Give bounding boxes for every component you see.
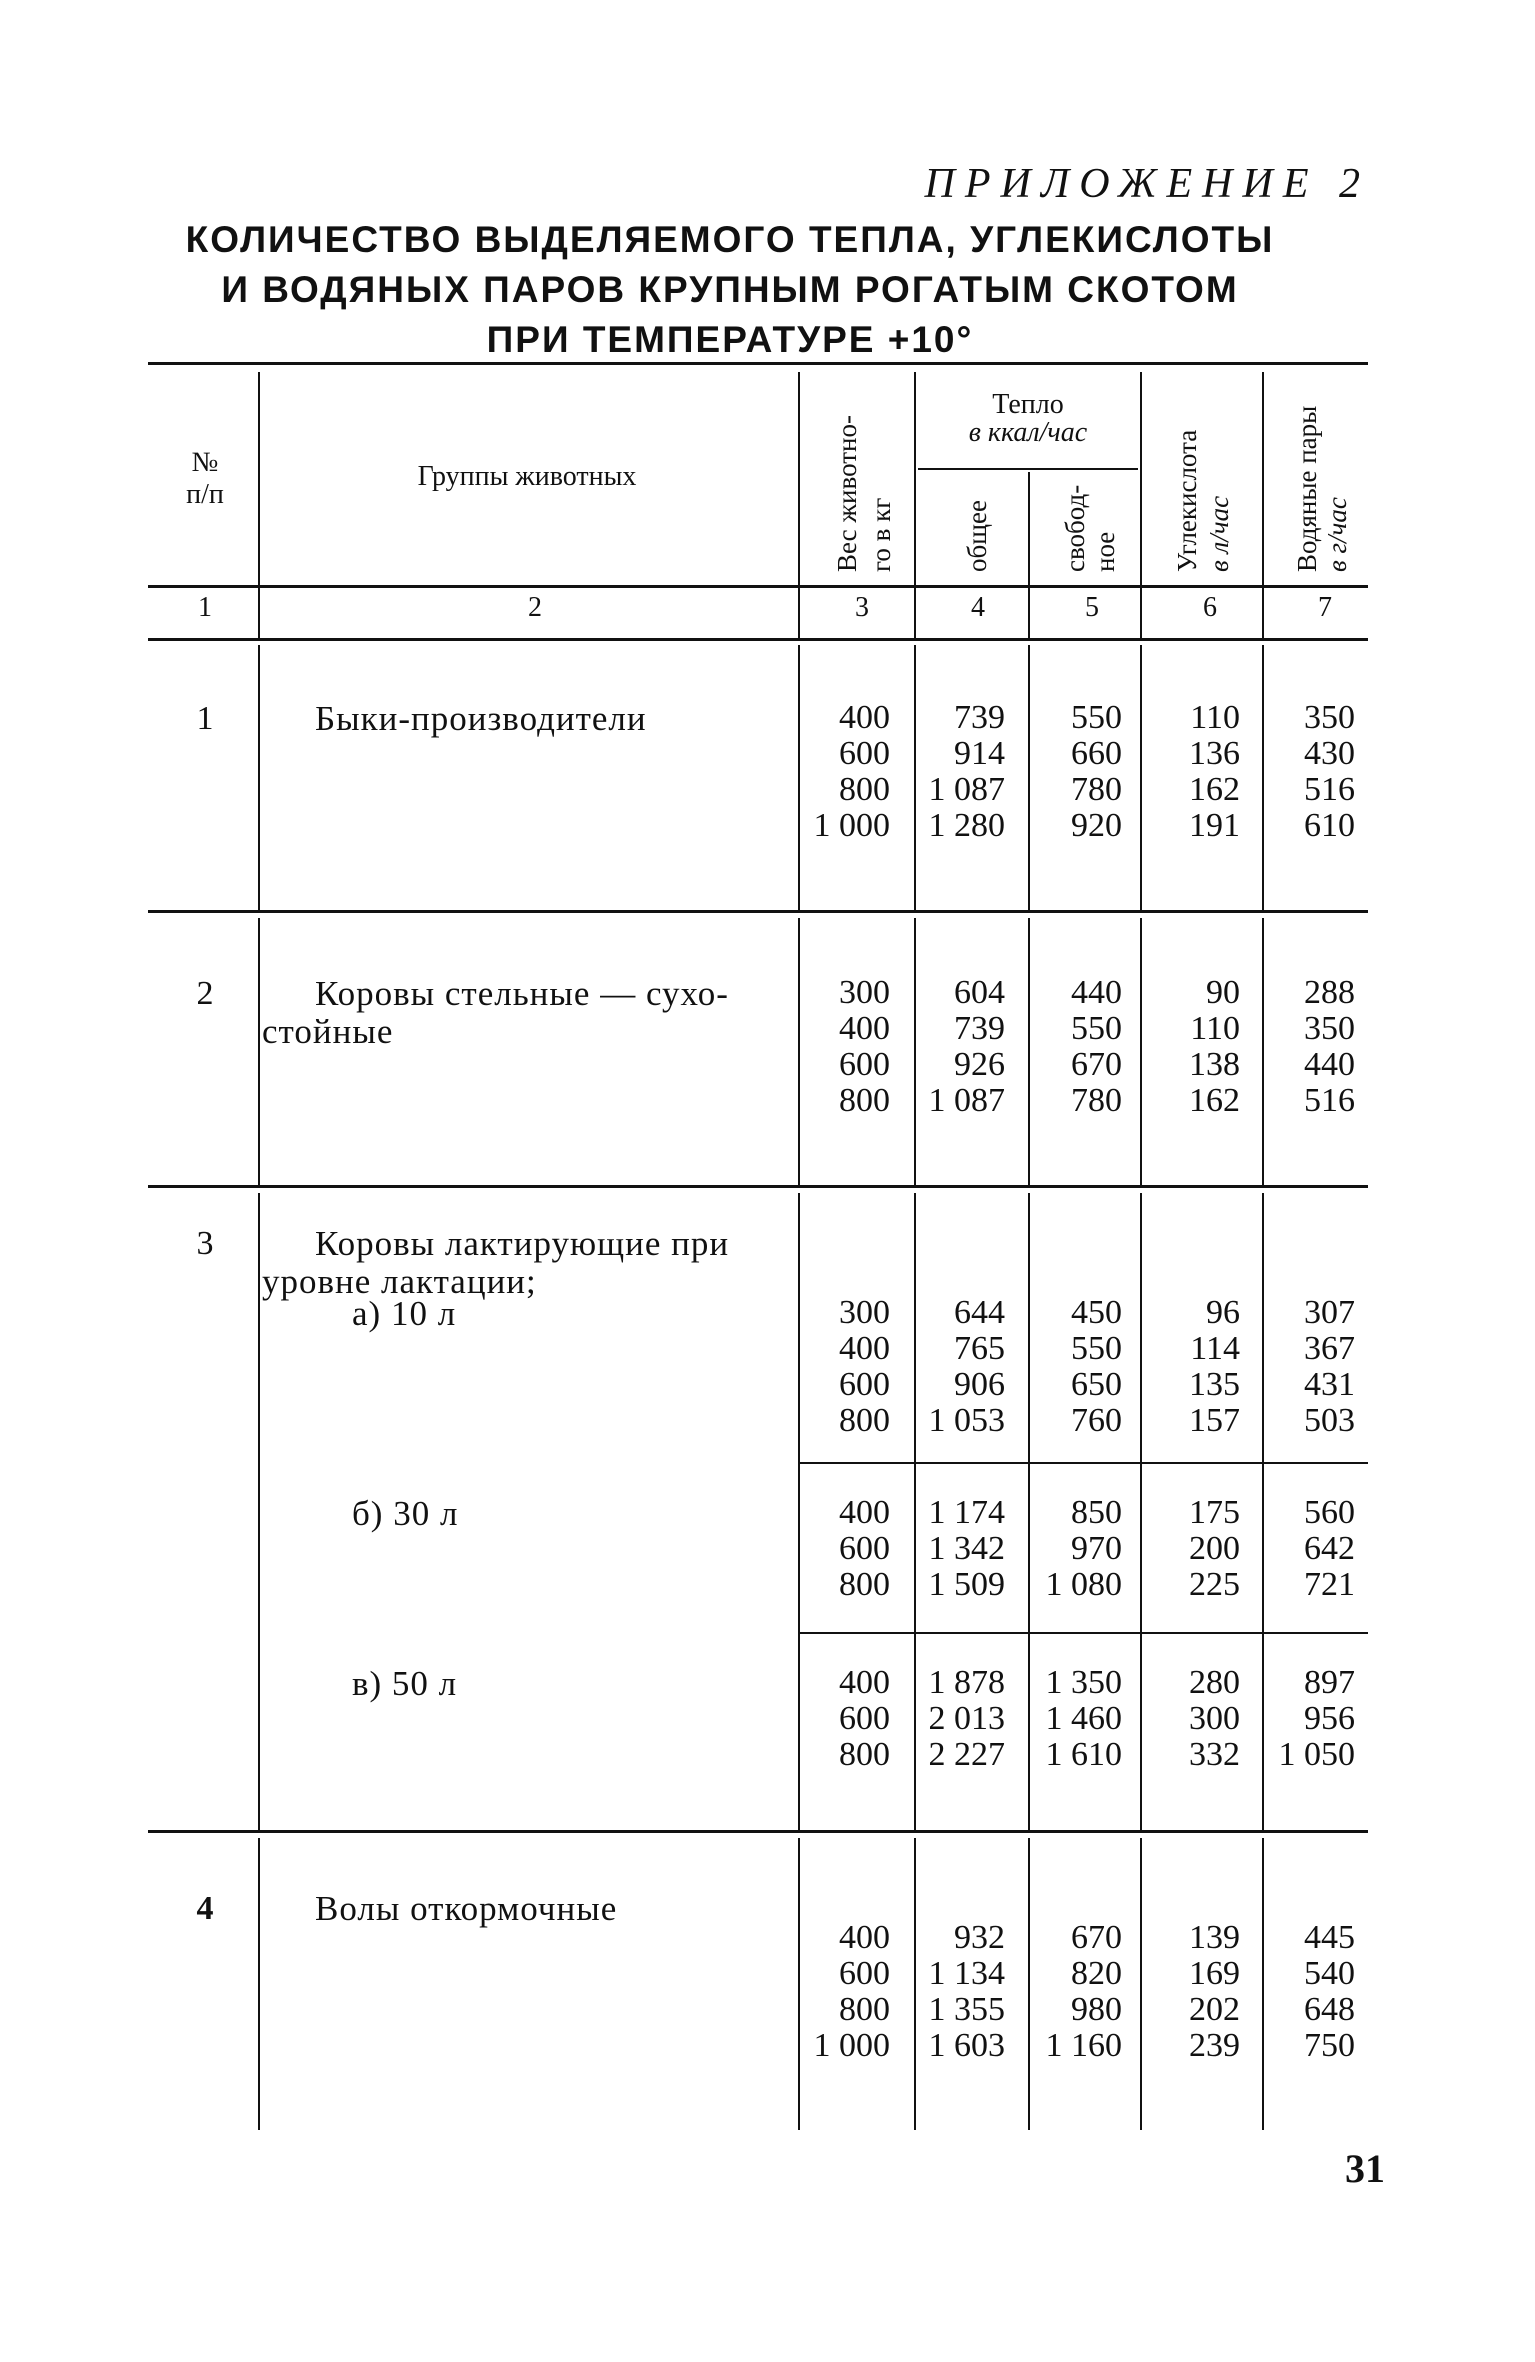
cell-weight: 400 — [839, 1664, 890, 1701]
cell-vapor: 721 — [1304, 1566, 1355, 1603]
cell-total: 914 — [954, 735, 1005, 772]
animal-group-label: Волы откормочные — [315, 1889, 618, 1928]
cell-weight: 600 — [839, 1530, 890, 1567]
header-heat-total: общее — [962, 500, 992, 572]
sub-block-rule — [800, 1632, 1368, 1634]
cell-total: 1 174 — [928, 1494, 1005, 1531]
cell-co2: 110 — [1190, 1010, 1240, 1047]
cell-weight: 1 000 — [813, 2027, 890, 2064]
row-separator-rule — [148, 1185, 1368, 1188]
cell-vapor: 642 — [1304, 1530, 1355, 1567]
cell-vapor: 560 — [1304, 1494, 1355, 1531]
cell-free: 1 460 — [1045, 1700, 1122, 1737]
cell-total: 604 — [954, 974, 1005, 1011]
column-divider — [258, 372, 260, 638]
cell-free: 820 — [1071, 1955, 1122, 1992]
cell-free: 550 — [1071, 1010, 1122, 1047]
cell-weight: 600 — [839, 1955, 890, 1992]
cell-vapor: 540 — [1304, 1955, 1355, 1992]
cell-vapor: 350 — [1304, 1010, 1355, 1047]
column-divider — [1262, 372, 1264, 638]
header-vapor-2: в г/час — [1322, 497, 1352, 572]
cell-weight: 800 — [839, 1082, 890, 1119]
column-number: 4 — [971, 592, 985, 623]
cell-free: 550 — [1071, 1330, 1122, 1367]
header-heat-line1: Тепло — [992, 389, 1064, 420]
cell-free: 1 160 — [1045, 2027, 1122, 2064]
page-number: 31 — [1345, 2146, 1385, 2191]
cell-co2: 162 — [1189, 1082, 1240, 1119]
cell-vapor: 350 — [1304, 699, 1355, 736]
cell-free: 760 — [1071, 1402, 1122, 1439]
cell-free: 450 — [1071, 1294, 1122, 1331]
column-number: 2 — [528, 592, 542, 623]
cell-co2: 225 — [1189, 1566, 1240, 1603]
lactation-level-label: а) 10 л — [352, 1294, 457, 1333]
cell-free: 780 — [1071, 1082, 1122, 1119]
cell-total: 926 — [954, 1046, 1005, 1083]
column-divider — [258, 1193, 260, 1830]
table-title-line-2: И ВОДЯНЫХ ПАРОВ КРУПНЫМ РОГАТЫМ СКОТОМ — [221, 269, 1239, 310]
animal-group-label: Коровы стельные — сухо- — [315, 974, 729, 1013]
cell-total: 932 — [954, 1919, 1005, 1956]
row-separator-rule — [148, 910, 1368, 913]
cell-weight: 600 — [839, 1700, 890, 1737]
cell-vapor: 431 — [1304, 1366, 1355, 1403]
header-co2-1: Углекислота — [1172, 429, 1202, 572]
cell-free: 1 350 — [1045, 1664, 1122, 1701]
cell-co2: 135 — [1189, 1366, 1240, 1403]
cell-weight: 800 — [839, 1566, 890, 1603]
column-number: 3 — [855, 592, 869, 623]
cell-vapor: 307 — [1304, 1294, 1355, 1331]
cell-weight: 400 — [839, 1330, 890, 1367]
cell-free: 550 — [1071, 699, 1122, 736]
cell-vapor: 445 — [1304, 1919, 1355, 1956]
cell-vapor: 367 — [1304, 1330, 1355, 1367]
cell-free: 670 — [1071, 1046, 1122, 1083]
header-vapor-1: Водяные пары — [1292, 405, 1322, 572]
column-number: 1 — [198, 592, 212, 623]
cell-weight: 400 — [839, 699, 890, 736]
cell-co2: 175 — [1189, 1494, 1240, 1531]
cell-co2: 110 — [1190, 699, 1240, 736]
cell-co2: 332 — [1189, 1736, 1240, 1773]
cell-vapor: 1 050 — [1278, 1736, 1355, 1773]
header-weight-2: го в кг — [866, 497, 896, 572]
column-divider — [1028, 472, 1030, 638]
heat-subheader-rule — [918, 468, 1138, 470]
cell-total: 1 878 — [928, 1664, 1005, 1701]
column-number: 6 — [1203, 592, 1217, 623]
cell-total: 1 134 — [928, 1955, 1005, 1992]
cell-weight: 300 — [839, 974, 890, 1011]
cell-vapor: 648 — [1304, 1991, 1355, 2028]
cell-vapor: 503 — [1304, 1402, 1355, 1439]
row-number: 3 — [196, 1225, 214, 1262]
table-top-rule — [148, 362, 1368, 365]
cell-total: 765 — [954, 1330, 1005, 1367]
cell-total: 1 509 — [928, 1566, 1005, 1603]
cell-free: 980 — [1071, 1991, 1122, 2028]
cell-total: 1 342 — [928, 1530, 1005, 1567]
cell-weight: 400 — [839, 1010, 890, 1047]
header-heat-line2: в ккал/час — [968, 417, 1088, 448]
cell-free: 920 — [1071, 807, 1122, 844]
cell-total: 906 — [954, 1366, 1005, 1403]
cell-free: 650 — [1071, 1366, 1122, 1403]
cell-co2: 90 — [1206, 974, 1240, 1011]
cell-total: 1 087 — [928, 1082, 1005, 1119]
sub-block-rule — [800, 1462, 1368, 1464]
cell-total: 739 — [954, 699, 1005, 736]
header-weight: Вес животно- — [832, 415, 862, 572]
cell-co2: 139 — [1189, 1919, 1240, 1956]
column-numbers-rule — [148, 638, 1368, 641]
cell-weight: 800 — [839, 1991, 890, 2028]
cell-free: 1 610 — [1045, 1736, 1122, 1773]
header-number-abbrev: п/п — [186, 479, 224, 510]
cell-vapor: 897 — [1304, 1664, 1355, 1701]
cell-total: 1 280 — [928, 807, 1005, 844]
cell-weight: 800 — [839, 1736, 890, 1773]
lactation-level-label: б) 30 л — [352, 1494, 459, 1533]
cell-co2: 96 — [1206, 1294, 1240, 1331]
cell-vapor: 516 — [1304, 771, 1355, 808]
cell-weight: 300 — [839, 1294, 890, 1331]
cell-co2: 239 — [1189, 2027, 1240, 2064]
cell-vapor: 750 — [1304, 2027, 1355, 2064]
row-number: 1 — [196, 700, 214, 737]
cell-weight: 1 000 — [813, 807, 890, 844]
cell-free: 850 — [1071, 1494, 1122, 1531]
animal-group-label: Коровы лактирующие при — [315, 1224, 730, 1263]
cell-co2: 300 — [1189, 1700, 1240, 1737]
header-heat-free-2: ное — [1090, 531, 1120, 572]
cell-total: 2 013 — [928, 1700, 1005, 1737]
cell-co2: 162 — [1189, 771, 1240, 808]
cell-vapor: 288 — [1304, 974, 1355, 1011]
column-divider — [258, 645, 260, 910]
row-number: 2 — [196, 975, 214, 1012]
header-groups: Группы животных — [417, 461, 637, 492]
cell-weight: 800 — [839, 771, 890, 808]
column-number: 5 — [1085, 592, 1099, 623]
cell-weight: 400 — [839, 1919, 890, 1956]
table-title-line-1: КОЛИЧЕСТВО ВЫДЕЛЯЕМОГО ТЕПЛА, УГЛЕКИСЛОТЫ — [185, 219, 1275, 260]
cell-co2: 169 — [1189, 1955, 1240, 1992]
cell-co2: 136 — [1189, 735, 1240, 772]
cell-total: 739 — [954, 1010, 1005, 1047]
cell-co2: 202 — [1189, 1991, 1240, 2028]
column-divider — [1140, 372, 1142, 638]
table-title-line-3: ПРИ ТЕМПЕРАТУРЕ +10° — [486, 319, 974, 360]
cell-co2: 157 — [1189, 1402, 1240, 1439]
cell-total: 644 — [954, 1294, 1005, 1331]
appendix-label: ПРИЛОЖЕНИЕ 2 — [924, 161, 1370, 207]
cell-free: 1 080 — [1045, 1566, 1122, 1603]
header-heat-free-1: свобод- — [1060, 484, 1090, 572]
lactation-level-label: в) 50 л — [352, 1664, 458, 1703]
header-co2-2: в л/час — [1204, 495, 1234, 572]
cell-free: 970 — [1071, 1530, 1122, 1567]
cell-free: 780 — [1071, 771, 1122, 808]
cell-free: 660 — [1071, 735, 1122, 772]
column-divider — [258, 1838, 260, 2130]
cell-vapor: 516 — [1304, 1082, 1355, 1119]
cell-vapor: 430 — [1304, 735, 1355, 772]
column-number: 7 — [1318, 592, 1332, 623]
cell-weight: 600 — [839, 735, 890, 772]
row-separator-rule — [148, 1830, 1368, 1833]
row-number: 4 — [196, 1890, 214, 1927]
cell-co2: 191 — [1189, 807, 1240, 844]
cell-vapor: 610 — [1304, 807, 1355, 844]
animal-group-label: уровне лактации; — [262, 1262, 537, 1301]
cell-weight: 600 — [839, 1366, 890, 1403]
cell-weight: 800 — [839, 1402, 890, 1439]
column-divider — [798, 372, 800, 638]
animal-group-label: Быки-производители — [315, 699, 647, 738]
cell-co2: 138 — [1189, 1046, 1240, 1083]
cell-weight: 600 — [839, 1046, 890, 1083]
cell-total: 1 355 — [928, 1991, 1005, 2028]
cell-free: 440 — [1071, 974, 1122, 1011]
column-divider — [258, 918, 260, 1185]
cell-weight: 400 — [839, 1494, 890, 1531]
animal-group-label: стойные — [262, 1012, 394, 1051]
cell-total: 2 227 — [928, 1736, 1005, 1773]
cell-co2: 280 — [1189, 1664, 1240, 1701]
cell-total: 1 603 — [928, 2027, 1005, 2064]
cell-total: 1 053 — [928, 1402, 1005, 1439]
cell-free: 670 — [1071, 1919, 1122, 1956]
cell-vapor: 956 — [1304, 1700, 1355, 1737]
header-bottom-rule — [148, 585, 1368, 588]
column-divider — [914, 372, 916, 638]
cell-co2: 200 — [1189, 1530, 1240, 1567]
cell-total: 1 087 — [928, 771, 1005, 808]
header-number-symbol: № — [191, 447, 219, 478]
cell-vapor: 440 — [1304, 1046, 1355, 1083]
cell-co2: 114 — [1190, 1330, 1240, 1367]
